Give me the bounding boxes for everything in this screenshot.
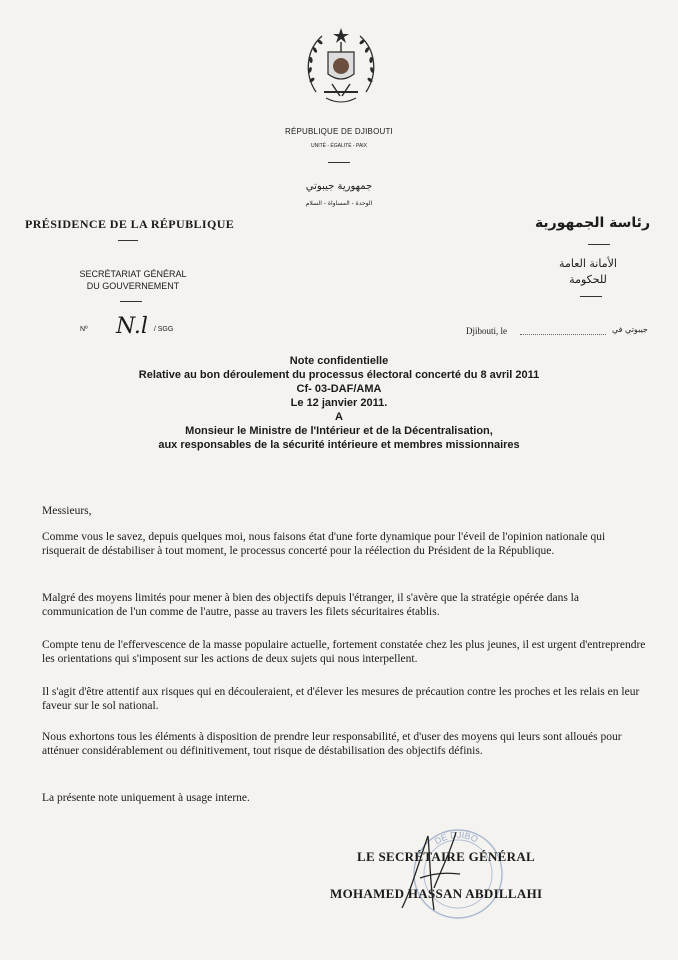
divider <box>588 244 610 245</box>
paragraph-1 <box>42 531 648 558</box>
presidency-fr: PRÉSIDENCE DE LA RÉPUBLIQUE <box>25 217 235 231</box>
salutation-text: Messieurs, <box>42 505 92 517</box>
presidency-ar: رئاسة الجمهورية <box>534 215 650 231</box>
subject-block <box>0 354 678 452</box>
secretariat-fr-line1: SECRÉTARIAT GÉNÉRAL <box>79 269 187 279</box>
subject-date: Le 12 janvier 2011. <box>290 397 388 409</box>
paragraph-text: Compte tenu de l'effervescence de la masse populaire actuelle, fortement constatée chez les plus jeunes, il est urgent d'entreprendre les orientations qui s'imposent sur les actions de deux sujets qui nous interpellent. <box>42 639 646 665</box>
signatory-name: MOHAMED HASSAN ABDILLAHI <box>330 886 543 901</box>
paragraph-text: Comme vous le savez, depuis quelques moi, nous faisons état d'une forte dynamique pour l'éveil de l'opinion nationale qui risquerait de déstabiliser à tout moment, le processus concerté pour la réélection du Président de la République. <box>42 531 606 557</box>
subject-recipient-2: aux responsables de la sécurité intérieure et membres missionnaires <box>158 439 520 451</box>
secretariat-fr-line2: DU GOUVERNEMENT <box>86 281 180 291</box>
place-date-ar: جيبوتي في <box>612 325 648 334</box>
place-date-fr: Djibouti, le <box>466 326 507 336</box>
paragraph-text: Malgré des moyens limités pour mener à bien des objectifs depuis l'étranger, il s'avère que la stratégie opérée dans la communication de l'un comme de l'autre, passe au travers les filets sécuritaires établis. <box>42 592 579 618</box>
stamp-text: DE DJIBO <box>432 829 480 847</box>
divider <box>120 301 142 302</box>
subject-cf: Cf- 03-DAF/AMA <box>296 383 382 395</box>
paragraph-6 <box>42 792 648 806</box>
salutation <box>42 505 648 519</box>
ref-label: Nº <box>80 326 88 333</box>
motto-fr: UNITÉ - ÉGALITÉ - PAIX <box>310 143 368 149</box>
paragraph-text: Nous exhortons tous les éléments à disposition de prendre leur responsabilité, et d'user des moyens qui leurs sont alloués pour atténuer considérablement ou définitivement, tout risque de déstabilisation des objectifs définis. <box>42 731 622 757</box>
republic-name-ar: جمهورية جيبوتي <box>305 181 373 192</box>
secretariat-fr <box>58 268 208 292</box>
subject-recipient-1: Monsieur le Ministre de l'Intérieur et de la Décentralisation, <box>185 425 493 437</box>
republic-name-fr: RÉPUBLIQUE DE DJIBOUTI <box>285 127 393 136</box>
reference-number <box>80 314 173 339</box>
secretariat-ar-line1: الأمانة العامة <box>559 257 617 270</box>
ref-handwritten: N.l <box>116 314 148 339</box>
paragraph-5 <box>42 731 648 758</box>
subject-title: Note confidentielle <box>289 355 389 367</box>
ref-suffix: / SGG <box>153 326 174 333</box>
motto-ar: الوحدة - المساواة - السلام <box>305 200 373 207</box>
handwritten-signature-icon <box>372 828 492 918</box>
paragraph-4 <box>42 686 648 713</box>
date-dotted-line <box>520 326 606 335</box>
divider <box>580 296 602 297</box>
divider <box>118 240 138 241</box>
subject-a: A <box>335 411 343 423</box>
paragraph-2 <box>42 592 648 619</box>
signatory-title: LE SECRÉTAIRE GÉNÉRAL <box>357 849 535 864</box>
paragraph-3 <box>42 639 648 666</box>
divider <box>328 162 350 163</box>
coat-of-arms-icon <box>302 22 380 112</box>
secretariat-ar <box>538 256 638 288</box>
secretariat-ar-line2: للحكومة <box>569 273 607 286</box>
paragraph-text: Il s'agit d'être attentif aux risques qui en découleraient, et d'élever les mesures de précaution contre les proches et les relais en leur faveur sur le sol national. <box>42 686 640 712</box>
paragraph-text: La présente note uniquement à usage interne. <box>42 792 250 804</box>
subject-relative: Relative au bon déroulement du processus électoral concerté du 8 avril 2011 <box>138 369 540 381</box>
